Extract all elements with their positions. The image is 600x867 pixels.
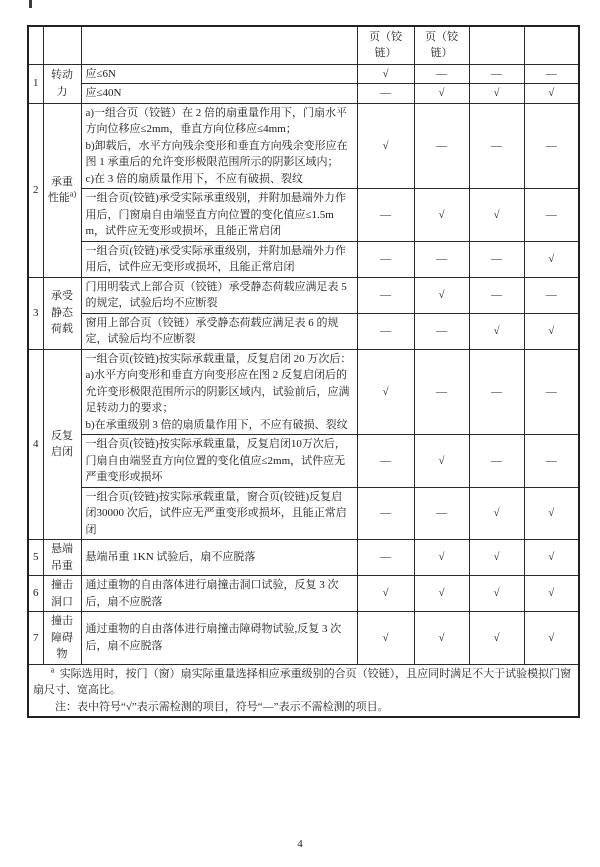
- spec-text: 一组合页(铰链)按实际承载重量，反复启闭10万次后，门扇自由端竖直方向位置的变化值应≤2mm，试件应无严重变形或损坏: [85, 438, 346, 483]
- table-row: [28, 576, 579, 612]
- mark-cell: √: [524, 313, 579, 349]
- mark-cell: √: [414, 612, 469, 665]
- mark-cell: —: [357, 540, 414, 576]
- page-number: 4: [297, 838, 303, 850]
- table-row: [28, 349, 579, 435]
- mark-cell: —: [357, 277, 414, 313]
- table-row: [28, 612, 579, 665]
- footnote-a: [33, 666, 574, 699]
- table-row: [28, 241, 579, 277]
- mark-cell: —: [469, 435, 524, 488]
- row-number: 2: [28, 103, 43, 277]
- mark-cell: √: [414, 84, 469, 104]
- mark-cell: √: [357, 103, 414, 189]
- category-label: 承重性能: [47, 175, 73, 204]
- mark-cell: √: [469, 313, 524, 349]
- mark-cell: —: [357, 84, 414, 104]
- mark-cell: —: [469, 241, 524, 277]
- mark-cell: —: [414, 64, 469, 84]
- spec-text: 悬端吊重 1KN 试验后，扇不应脱落: [85, 551, 256, 564]
- mark-cell: √: [524, 487, 579, 540]
- row-category: 承受静态荷载: [43, 277, 81, 349]
- mark-cell: —: [357, 313, 414, 349]
- footnote-marker: a): [69, 189, 77, 199]
- table-row: [28, 64, 579, 84]
- table-header-row: [28, 26, 579, 64]
- spec-text: 应≤40N: [85, 87, 122, 99]
- mark-cell: —: [414, 241, 469, 277]
- row-category: 转动力: [43, 64, 81, 103]
- row-category: 反复启闭: [43, 349, 81, 540]
- spec-cell: [81, 435, 357, 488]
- header-cell-empty: [28, 26, 43, 64]
- table-row: [28, 189, 579, 242]
- spec-text: 门用明装式上部合页（铰链）承受静态荷载应满足表 5 的规定，试验后均不应断裂: [85, 280, 347, 309]
- mark-cell: √: [524, 540, 579, 576]
- spec-cell: [81, 277, 357, 313]
- header-cell-hinge-col1: 页（铰链）: [357, 26, 414, 64]
- note-text: 注：表中符号“√”表示需检测的项目，符号“—”表示不需检测的项目。: [55, 700, 389, 713]
- mark-cell: √: [414, 540, 469, 576]
- spec-cell: [81, 612, 357, 665]
- mark-cell: √: [357, 576, 414, 612]
- mark-cell: —: [357, 487, 414, 540]
- mark-cell: —: [469, 64, 524, 84]
- mark-cell: —: [524, 189, 579, 242]
- spec-cell: [81, 241, 357, 277]
- mark-cell: √: [469, 84, 524, 104]
- spec-cell: [81, 64, 357, 84]
- row-category: 撞击障碍物: [43, 612, 81, 665]
- mark-cell: √: [524, 84, 579, 104]
- table-row: [28, 540, 579, 576]
- spec-text: 一组合页(铰链)按实际承载重量，反复启闭 20 万次后：: [85, 352, 352, 365]
- header-cell-empty: [524, 26, 579, 64]
- spec-cell: [81, 540, 357, 576]
- header-cell-empty: [469, 26, 524, 64]
- spec-cell: [81, 487, 357, 540]
- mark-cell: √: [469, 487, 524, 540]
- table-row: [28, 487, 579, 540]
- mark-cell: —: [414, 103, 469, 189]
- mark-cell: —: [469, 103, 524, 189]
- table-row: [28, 277, 579, 313]
- mark-cell: —: [357, 241, 414, 277]
- footnote-marker: a: [50, 664, 55, 674]
- table-row: [28, 84, 579, 104]
- spec-cell: [81, 103, 357, 189]
- spec-text: a)水平方向变形和垂直方向变形应在图 2 反复启闭后的允许变形极限范围所示的阴影区域内，试验前后，应满足转动力的要求；: [85, 369, 350, 414]
- mark-cell: √: [524, 612, 579, 665]
- mark-cell: —: [524, 435, 579, 488]
- mark-cell: —: [469, 277, 524, 313]
- spec-text: 通过重物的自由落体进行扇撞击障碍物试验,反复 3 次后，扇不应脱落: [85, 623, 342, 652]
- row-category: [43, 103, 81, 277]
- spec-text: 一组合页(铰链)承受实际承重级别，并附加悬端外力作用后，试件应无变形或损坏，且能正常启闭: [85, 244, 346, 273]
- table-row: [28, 435, 579, 488]
- spec-text: a)一组合页（铰链）在 2 倍的扇重量作用下，门扇水平方向位移应≤2mm，垂直方向位移应≤4mm；: [85, 106, 348, 135]
- spec-text: 窗用上部合页（铰链）承受静态荷载应满足表 6 的规定，试验后均不应断裂: [85, 316, 339, 345]
- mark-cell: —: [357, 435, 414, 488]
- mark-cell: —: [469, 349, 524, 435]
- spec-cell: [81, 313, 357, 349]
- footnote-cell: [28, 664, 579, 717]
- row-category: 撞击洞口: [43, 576, 81, 612]
- mark-cell: √: [414, 189, 469, 242]
- mark-cell: —: [524, 64, 579, 84]
- table-footnote-row: [28, 664, 579, 717]
- spec-text: b)卸载后，水平方向残余变形和垂直方向残余变形应在图 1 承重后的允许变形极限范围所示的阴影区域内；: [85, 139, 348, 168]
- footnote-note: [33, 699, 574, 716]
- mark-cell: √: [469, 576, 524, 612]
- row-number: 1: [28, 64, 43, 103]
- mark-cell: —: [524, 349, 579, 435]
- mark-cell: √: [469, 189, 524, 242]
- footnote-text: 实际选用时，按门（窗）扇实际重量选择相应承重级别的合页（铰链），且应同时满足不大于试验模拟门窗扇尺寸、宽高比。: [33, 667, 572, 696]
- mark-cell: —: [414, 313, 469, 349]
- header-cell-hinge-col2: 页（铰链）: [414, 26, 469, 64]
- mark-cell: —: [414, 487, 469, 540]
- spec-cell: [81, 576, 357, 612]
- spec-text: b)在承重级别 3 倍的扇质量作用下，不应有破损、裂纹: [85, 418, 348, 431]
- spec-cell: [81, 84, 357, 104]
- spec-text: 应≤6N: [85, 67, 116, 80]
- mark-cell: √: [414, 277, 469, 313]
- header-cell-empty: [81, 26, 357, 64]
- spec-text: 通过重物的自由落体进行扇撞击洞口试验，反复 3 次后，扇不应脱落: [85, 579, 339, 608]
- spec-cell: [81, 189, 357, 242]
- mark-cell: √: [357, 64, 414, 84]
- row-number: 4: [28, 349, 43, 540]
- row-category: 悬端吊重: [43, 540, 81, 576]
- mark-cell: √: [357, 612, 414, 665]
- mark-cell: —: [524, 103, 579, 189]
- row-number: 7: [28, 612, 43, 665]
- spec-cell: [81, 349, 357, 435]
- mark-cell: √: [469, 612, 524, 665]
- row-number: 6: [28, 576, 43, 612]
- table-row: [28, 313, 579, 349]
- spec-text: 一组合页(铰链)按实际承载重量，窗合页(铰链)反复启闭30000 次后，试件应无严重变形或损坏，且能正常启闭: [85, 490, 347, 536]
- mark-cell: —: [357, 189, 414, 242]
- row-number: 3: [28, 277, 43, 349]
- table-row: [28, 103, 579, 189]
- mark-cell: —: [414, 349, 469, 435]
- header-cell-empty: [43, 26, 81, 64]
- mark-cell: √: [414, 435, 469, 488]
- spec-text: c)在 3 倍的扇质量作用下，不应有破损、裂纹: [85, 172, 304, 185]
- mark-cell: √: [469, 540, 524, 576]
- mark-cell: √: [524, 576, 579, 612]
- scan-artifact-mark: [29, 0, 32, 8]
- mark-cell: √: [357, 349, 414, 435]
- row-number: 5: [28, 540, 43, 576]
- mark-cell: √: [524, 241, 579, 277]
- mark-cell: √: [414, 576, 469, 612]
- spec-text: 一组合页(铰链)承受实际承重级别，并附加悬端外力作用后，门窗扇自由端竖直方向位置的变化值应≤1.5mm，试件应无变形或损坏，且能正常启闭: [85, 192, 346, 237]
- hinge-test-requirements-table: [27, 25, 580, 718]
- mark-cell: —: [524, 277, 579, 313]
